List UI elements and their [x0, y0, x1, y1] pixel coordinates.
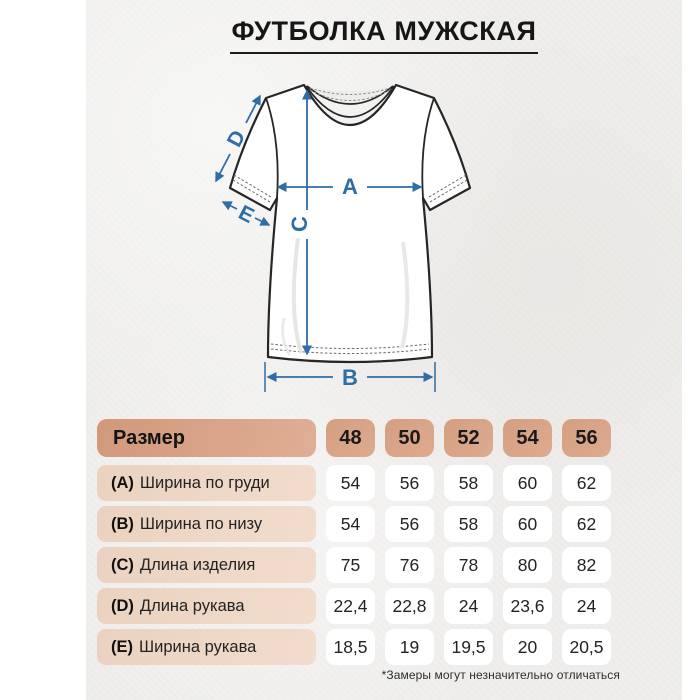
- row-title: Длина изделия: [139, 555, 256, 574]
- table-value: 75: [326, 547, 375, 583]
- table-value: 23,6: [503, 588, 552, 624]
- size-column-54: 54: [503, 419, 552, 457]
- table-value: 19,5: [444, 629, 493, 665]
- table-value: 56: [385, 506, 434, 542]
- table-row-sleeve-width: [97, 629, 611, 665]
- row-title: Ширина рукава: [139, 637, 257, 656]
- size-column-56: 56: [562, 419, 611, 457]
- table-value: 82: [562, 547, 611, 583]
- title-wrap: [86, 16, 682, 54]
- table-value: 76: [385, 547, 434, 583]
- table-value: 19: [385, 629, 434, 665]
- table-value: 24: [562, 588, 611, 624]
- row-key: (D): [111, 596, 134, 615]
- row-key: (E): [111, 637, 133, 656]
- table-value: 62: [562, 465, 611, 501]
- table-value: 78: [444, 547, 493, 583]
- row-title: Ширина по низу: [139, 514, 263, 533]
- label-b: B: [342, 365, 358, 390]
- table-value: 22,4: [326, 588, 375, 624]
- measurements-disclaimer: *Замеры могут незначительно отличаться: [381, 668, 620, 682]
- table-value: 22,8: [385, 588, 434, 624]
- tshirt-measurement-diagram: [180, 70, 520, 410]
- row-key: (A): [111, 473, 134, 492]
- table-header-row: [97, 419, 611, 457]
- table-value: 80: [503, 547, 552, 583]
- size-column-52: 52: [444, 419, 493, 457]
- table-value: 62: [562, 506, 611, 542]
- size-column-50: 50: [385, 419, 434, 457]
- page-title: ФУТБОЛКА МУЖСКАЯ: [230, 16, 539, 54]
- label-d: D: [222, 126, 251, 151]
- table-row-garment-length: [97, 547, 611, 583]
- row-label: [97, 506, 316, 542]
- table-row-bottom-width: [97, 506, 611, 542]
- table-value: 24: [444, 588, 493, 624]
- table-value: 20,5: [562, 629, 611, 665]
- table-value: 20: [503, 629, 552, 665]
- table-value: 18,5: [326, 629, 375, 665]
- row-key: (C): [111, 555, 134, 574]
- row-label: [97, 629, 316, 665]
- size-table: [97, 419, 611, 670]
- row-label: [97, 588, 316, 624]
- table-value: 58: [444, 506, 493, 542]
- row-label: [97, 465, 316, 501]
- table-value: 54: [326, 506, 375, 542]
- row-title: Ширина по груди: [139, 473, 270, 492]
- row-title: Длина рукава: [139, 596, 245, 615]
- table-row-chest-width: [97, 465, 611, 501]
- row-key: (B): [111, 514, 134, 533]
- table-value: 60: [503, 506, 552, 542]
- size-header-label: Размер: [97, 419, 316, 457]
- table-value: 58: [444, 465, 493, 501]
- table-value: 60: [503, 465, 552, 501]
- row-label: [97, 547, 316, 583]
- label-e: E: [234, 201, 258, 228]
- size-column-48: 48: [326, 419, 375, 457]
- label-a: A: [342, 174, 358, 199]
- label-c: C: [287, 216, 312, 232]
- table-row-sleeve-length: [97, 588, 611, 624]
- table-value: 54: [326, 465, 375, 501]
- table-value: 56: [385, 465, 434, 501]
